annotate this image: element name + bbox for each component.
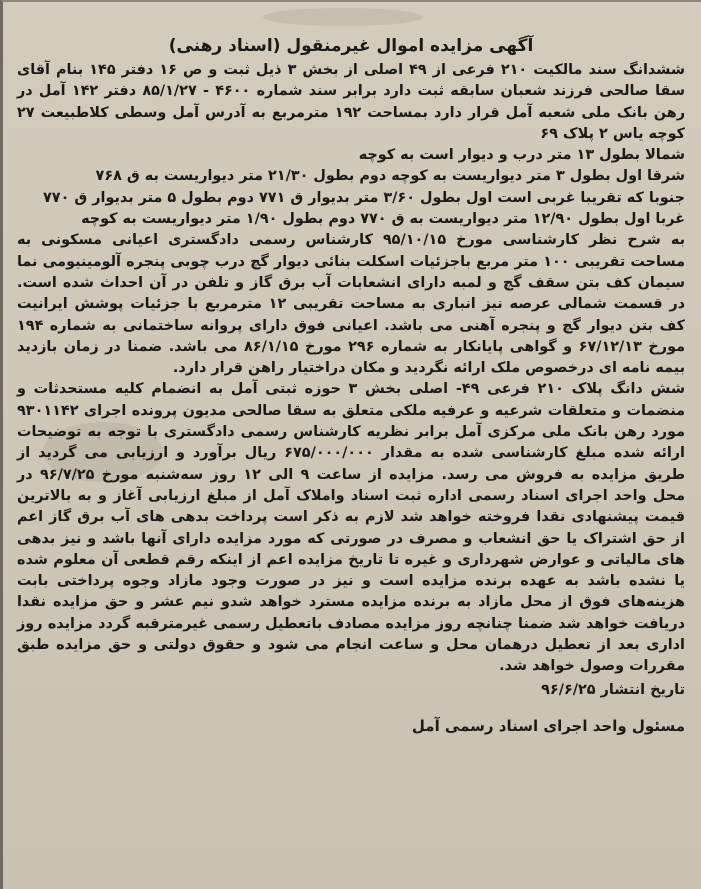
auction-paragraph: شش دانگ پلاک ۲۱۰ فرعی ۴۹- اصلی بخش ۳ حوزه ثبتی آمل به انضمام کلیه مستحدثات و منضمات و متعلقات شرعیه و عرفیه ملکی متعلق به سقا صالحی مدیون پرونده اجرای ۹۳۰۱۱۴۲ مورد رهن بانک ملی مرکزی آمل برابر نظریه کارشناس رسمی دادگستری با توجه به توضیحات ارائه شده مبلغ کارشناسی شده به مقدار ۶۷۵/۰۰۰/۰۰۰ ریال برآورد و ارزیابی می گردید از طریق مزایده به فروش می رسد. مزایده از ساعت ۹ الی ۱۲ روز سه‌شنبه مورخ ۹۶/۷/۲۵ در محل واحد اجرای اسناد رسمی اداره ثبت اسناد واملاک آمل از مبلغ ارزیابی آغاز و به بالاترین قیمت پیشنهادی نقدا فروخته خواهد شد لازم به ذکر است پرداخت بدهی های آب برق گاز اعم از حق اشتراک یا حق انشعاب و مصرف در صورتی که مورد مزایده دارای آنها باشد و نیز بدهی های مالیاتی و عوارض شهرداری و غیره تا تاریخ مزایده اعم از اینکه رقم قطعی آن معلوم شده یا نشده باشد به عهده برنده مزایده است و نیز در صورت وجود مازاد وجوه پرداختی بابت هزینه‌های فوق از محل مازاد به برنده مزایده مسترد خواهد شدو نیم عشر و حق مزایده نقدا دریافت خواهد شد ضمنا چنانچه روز مزایده مصادف باتعطیل رسمی غیرمترقبه گردد مزایده روز اداری بعد از تعطیل درهمان محل و ساعت انجام می شود و حقوق دولتی و حق مزایده طبق مقررات وصول خواهد شد. [17, 381, 685, 675]
boundary-west: غربا اول بطول ۱۲/۹۰ متر دیواریست به ق ۷۷۰ دوم بطول ۱/۹۰ متر دیواریست به کوچه [81, 211, 685, 228]
notice-title: آگهی مزایده اموال غیرمنقول (اسناد رهنی) [168, 36, 534, 56]
signature-line: مسئول واحد اجرای اسناد رسمی آمل [411, 716, 685, 735]
notice-body [17, 34, 685, 869]
boundary-south: جنوبا که تقریبا غربی است اول بطول ۳/۶۰ متر بدیوار ق ۷۷۱ دوم بطول ۵ متر بدیوار ق ۷۷۰ [43, 189, 685, 206]
property-intro: ششدانگ سند مالکیت ۲۱۰ فرعی از ۴۹ اصلی از بخش ۳ ذیل ثبت و ص ۱۶ دفتر ۱۴۵ بنام آقای سقا صالحی فرزند شعبان سابقه ثبت دارد برابر سند شماره ۴۶۰۰ - ۸۵/۱/۲۷ دفتر ۱۴۲ آمل در رهن بانک ملی شعبه آمل قرار دارد بمساحت ۱۹۲ مترمربع به آدرس آمل وسطی کلاطبیعت ۲۷ کوچه یاس ۲ پلاک ۶۹ [17, 62, 686, 142]
publish-date: تاریخ انتشار ۹۶/۶/۲۵ [541, 681, 685, 698]
paper-stain [263, 8, 423, 26]
appraisal-paragraph: به شرح نظر کارشناسی مورخ ۹۵/۱۰/۱۵ کارشناس رسمی دادگستری اعیانی مسکونی به مساحت تقریبی ۱۰۰ متر مربع باجزئیات اسکلت بنائی دیوار گچ درب چوبی پنجره آلومینیومی نما سیمان کف بتن سقف گچ و لمبه دارای انشعابات آب برق گاز و تلفن در آن احداث شده است. در قسمت شمالی عرصه نیز انباری به مساحت تقریبی ۱۲ مترمربع با جزئیات پوشش ایرانیت کف بتن دیوار گچ و پنجره آهنی می باشد. اعیانی فوق دارای پروانه ساختمانی به شماره ۱۹۴ مورخ ۶۷/۱۲/۱۳ و گواهی پایانکار به شماره ۲۹۶ مورخ ۸۶/۱/۱۵ می باشد. ضمنا در زمان بازدید بیمه نامه ای درخصوص ملک ارائه نگردید و مکان دراختیار راهن قرار دارد. [17, 232, 685, 377]
boundary-north: شمالا بطول ۱۳ متر درب و دیوار است به کوچه [358, 147, 685, 164]
boundary-east: شرقا اول بطول ۳ متر دیواریست به کوچه دوم بطول ۲۱/۳۰ متر دیواریست به ق ۷۶۸ [95, 168, 685, 185]
